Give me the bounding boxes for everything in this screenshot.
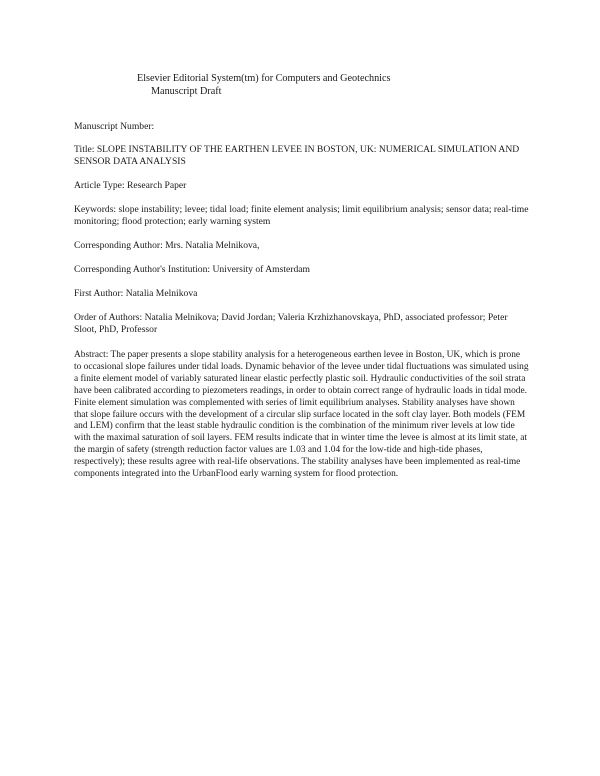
abstract-text: Abstract: The paper presents a slope stability analysis for a heterogeneous earthen levee in Boston, UK, which is prone to occasional slope failures under tidal loads. Dynamic behavior of the levee under tidal fluctuations was simulated using a finite element model of variably saturated linear elastic perfectly plastic soil. Hydraulic conductivities of the soil strata have been calibrated according to piezometers readings, in order to obtain correct range of hydraulic loads in tidal mode. Finite element simulation was complemented with series of limit equilibrium analyses. Stability analyses have shown that slope failure occurs with the development of a circular slip surface located in the soft clay layer. Both models (FEM and LEM) confirm that the least stable hydraulic condition is the combination of the minimum river levels at low tide with the maximal saturation of soil layers. FEM results indicate that in winter time the levee is almost at its limit state, at the margin of safety (strength reduction factor values are 1.03 and 1.04 for the low-tide and high-tide phases, respectively); these results agree with real-life observations. The stability analyses have been implemented as real-time components integrated into the UrbanFlood early warning system for flood protection. xyxy=(74,350,529,480)
article-type: Article Type: Research Paper xyxy=(74,180,187,191)
corresponding-institution: Corresponding Author's Institution: University of Amsterdam xyxy=(74,264,310,275)
header-draft-line: Manuscript Draft xyxy=(151,86,222,97)
abstract xyxy=(74,350,529,481)
manuscript-title: Title: SLOPE INSTABILITY OF THE EARTHEN LEVEE IN BOSTON, UK: NUMERICAL SIMULATION AND SENSOR DATA ANALYSIS xyxy=(74,144,520,168)
corresponding-author: Corresponding Author: Mrs. Natalia Melnikova, xyxy=(74,240,260,251)
keywords: Keywords: slope instability; levee; tidal load; finite element analysis; limit equilibrium analysis; sensor data; real-time monitoring; flood protection; early warning system xyxy=(74,204,529,228)
manuscript-number: Manuscript Number: xyxy=(74,121,155,132)
header-system-line: Elsevier Editorial System(tm) for Computers and Geotechnics xyxy=(137,73,391,84)
submission-header xyxy=(137,72,391,98)
order-of-authors: Order of Authors: Natalia Melnikova; David Jordan; Valeria Krzhizhanovskaya, PhD, associated professor; Peter Sloot, PhD, Professor xyxy=(74,312,508,336)
first-author: First Author: Natalia Melnikova xyxy=(74,288,198,299)
